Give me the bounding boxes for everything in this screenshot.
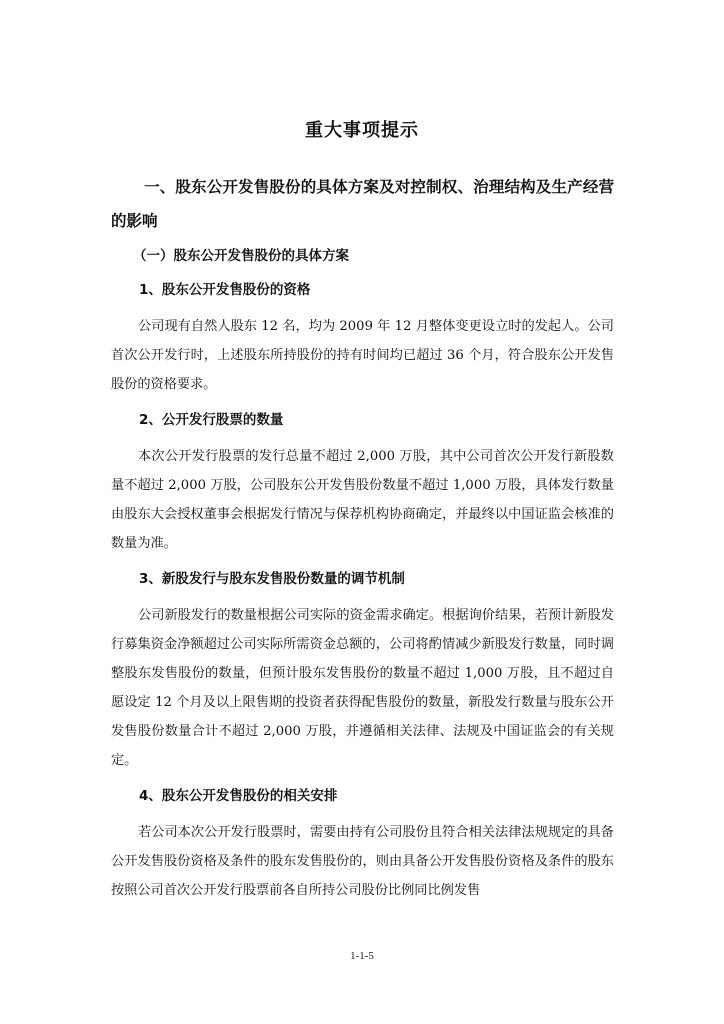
item-paragraph-3: 公司新股发行的数量根据公司实际的资金需求确定。根据询价结果，若预计新股发行募集资金净额超过公司实际所需资金总额的，公司将酌情减少新股发行数量，同时调整股东发售股份的数量，但预计股东发售股份的数量不超过 1,000 万股，且不超过自愿设定 12 个月及以上限售期的投资者获得配售股份的数量，新股发行数量与股东公开发售股份数量合计不超过 2,000 万股，并遵循相关法律、法规及中国证监会的有关规定。 [111,608,614,768]
item-paragraph-4: 若公司本次公开发行股票时，需要由持有公司股份且符合相关法律法规规定的具备公开发售股份资格及条件的股东发售股份的，则由具备公开发售股份资格及条件的股东按照公司首次公开发行股票前各自所持公司股份比例同比例发售 [111,825,614,898]
item-heading-1: 1、股东公开发售股份的资格 [139,282,311,298]
item-paragraph-2: 本次公开发行股票的发行总量不超过 2,000 万股，其中公司首次公开发行新股数量不超过 2,000 万股，公司股东公开发售股份数量不超过 1,000 万股，具体发行数量由股东大会授权董事会根据发行情况与保荐机构协商确定，并最终以中国证监会核准的数量为准。 [111,449,614,551]
item-heading-2: 2、公开发行股票的数量 [139,412,284,428]
item-paragraph-1: 公司现有自然人股东 12 名，均为 2009 年 12 月整体变更设立时的发起人。公司首次公开发行时，上述股东所持股份的持有时间均已超过 36 个月，符合股东公开发售股份的资格要求。 [111,319,614,392]
document-body [111,170,614,916]
page-title: 重大事项提示 [305,120,419,141]
page-number: 1-1-5 [350,950,374,962]
item-heading-3: 3、新股发行与股东发售股份数量的调节机制 [139,571,405,587]
subsection-heading-1: （一）股东公开发售股份的具体方案 [133,248,349,264]
section-heading-1: 一、股东公开发售股份的具体方案及对控制权、治理结构及生产经营的影响 [111,178,614,230]
item-heading-4: 4、股东公开发售股份的相关安排 [139,788,338,804]
